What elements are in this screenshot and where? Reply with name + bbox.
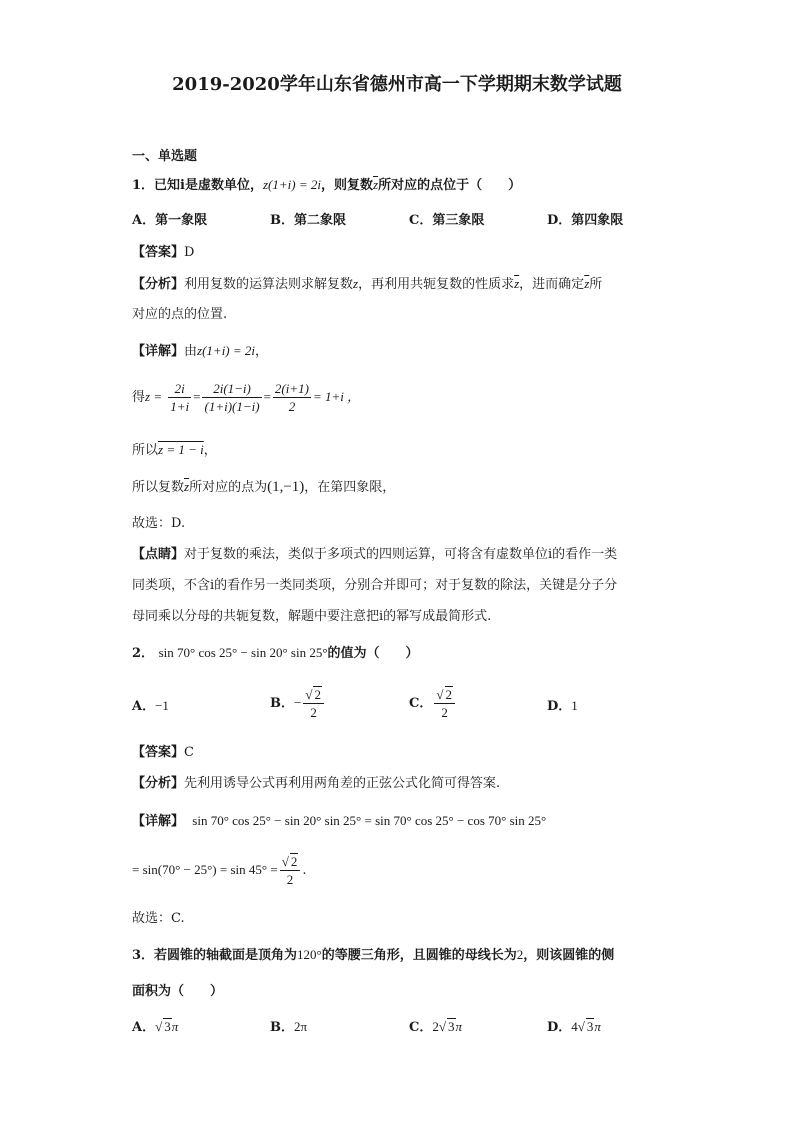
answer-value: C: [184, 745, 194, 760]
q1-option-c: C．第三象限: [409, 213, 485, 228]
fraction-denominator: 2: [310, 705, 317, 720]
math-zbar: $\overline{z}$: [514, 276, 520, 291]
math-length: 2: [516, 947, 524, 962]
text: ，: [203, 443, 217, 458]
analysis-text: 利用复数的运算法则求解复数: [184, 277, 354, 292]
fraction-3: [273, 380, 311, 415]
math-expression: sin 70° cos 25° − sin 20° sin 25°: [158, 645, 328, 660]
q1-analysis-line2: 对应的点的位置.: [132, 307, 228, 322]
fraction-numerator: 2i: [168, 380, 191, 398]
option-label: A．: [132, 1020, 156, 1035]
text: 所以复数: [132, 480, 185, 495]
sqrt-radicand: 2: [445, 687, 452, 702]
option-label: C．: [409, 696, 433, 711]
fraction-numerator: 2i(1−i): [202, 380, 261, 398]
q1-stem-a: 1．已知i是虚数单位，: [132, 178, 263, 193]
math-angle: 120°: [297, 947, 322, 962]
detail-text: ，: [255, 344, 269, 359]
q1-so2: [132, 478, 395, 497]
q1-so1: [132, 441, 217, 460]
option-fraction: $\frac{√ 2}{2}$: [303, 686, 324, 721]
q1-derivation: 得z = $\frac{2i}{1+i}$ = $\frac{2i(1-i)}{(1+i)(1-i)}$ = $\frac{2(i+1)}{2}$ = 1+i ，: [132, 381, 361, 414]
q2-option-a: [132, 697, 169, 716]
fraction-denominator: 2: [441, 705, 448, 720]
q3-option-a: A．√ 3π: [132, 1019, 179, 1035]
q2-detail-line2: [132, 853, 306, 888]
q1-stem-b: ，则复数: [320, 178, 373, 193]
q3-option-d: D．4√ 3π: [547, 1019, 601, 1035]
sqrt-radicand: 2: [290, 854, 298, 869]
coefficient: 4: [571, 1019, 578, 1034]
option-label: D．: [547, 699, 572, 714]
detail-tag: 【详解】: [132, 344, 185, 359]
analysis-text: 先利用诱导公式再利用两角差的正弦公式化简可得答案.: [184, 776, 501, 791]
text: .: [302, 863, 307, 878]
math-point: (1,−1): [267, 479, 305, 495]
analysis-text: ，再利用共轭复数的性质求: [358, 277, 515, 292]
math-pi: π: [171, 1019, 179, 1034]
option-label: A．: [132, 699, 156, 714]
note-text: 对于复数的乘法，类似于多项式的四则运算，可将含有虚数单位i的看作一类: [184, 547, 618, 562]
option-label: B．: [270, 696, 294, 711]
fraction-denominator: 2: [288, 399, 296, 414]
q2-option-d: [547, 697, 578, 716]
q1-note: [132, 546, 617, 564]
q1-note-line3: 母同乘以分母的共轭复数，解题中要注意把i的幂写成最简形式.: [132, 609, 492, 624]
q1-stem-c: 所对应的点位于（ ）: [378, 178, 522, 193]
answer-tag: 【答案】: [132, 745, 185, 760]
math-pi: π: [594, 1019, 601, 1034]
q1-choose: 故选：D.: [132, 516, 186, 531]
math-zbar: $\overline{z}$: [184, 479, 190, 494]
fraction-denominator: 1+i: [170, 399, 190, 414]
q2-analysis: [132, 775, 500, 793]
option-label: D．: [547, 1020, 572, 1035]
q1-answer: [132, 244, 194, 262]
q2-answer: [132, 744, 194, 762]
sqrt-radicand: 3: [586, 1019, 594, 1034]
fraction-2: [202, 380, 261, 415]
page-title: 2019-2020学年山东省德州市高一下学期期末数学试题: [172, 74, 622, 95]
sqrt-radicand: 3: [164, 1019, 171, 1034]
math-zbar: $\overline{z}$: [584, 276, 590, 291]
fraction-numerator: 2(i+1): [274, 381, 309, 396]
text: ，在第四象限，: [304, 480, 396, 495]
option-fraction: $\frac{√ 2}{2}$: [434, 686, 455, 721]
q1-option-b: B．第二象限: [270, 213, 346, 228]
analysis-tag: 【分析】: [132, 277, 185, 292]
math-result: = 1+i ，: [312, 389, 361, 404]
q3-stem: [132, 946, 614, 965]
math-z-eq: z =: [145, 389, 163, 404]
detail-tag: 【详解】: [132, 814, 185, 829]
math-expression: z(1+i) = 2i: [197, 343, 256, 358]
option-value: −1: [155, 698, 169, 713]
fraction-denominator: 2: [286, 872, 294, 887]
sqrt-radicand: 3: [448, 1019, 455, 1034]
q1-stem-math: z(1+i) = 2i: [262, 177, 321, 192]
q2-detail: [132, 812, 546, 831]
note-tag: 【点睛】: [132, 547, 185, 562]
text: 所对应的点为: [189, 480, 268, 495]
q2-stem: [132, 644, 419, 663]
math-expression: = sin(70° − 25°) = sin 45° =: [132, 862, 278, 877]
fraction-1: [168, 380, 191, 415]
q1-note-line2: 同类项，不含i的看作另一类同类项，分别合并即可；对于复数的除法，关键是分子分: [132, 578, 618, 593]
q3-option-c: C．2√ 3π: [409, 1019, 463, 1035]
result-fraction: $\frac{√ 2}{2}$: [280, 853, 301, 888]
answer-tag: 【答案】: [132, 245, 185, 260]
q2-option-b: [270, 686, 326, 721]
stem-text: 的值为（ ）: [327, 646, 419, 661]
analysis-tag: 【分析】: [132, 776, 185, 791]
q3-stem-line2: 面积为（ ）: [132, 984, 224, 999]
math-z: z: [353, 276, 359, 291]
derivation-prefix: 得: [132, 390, 146, 405]
q1-stem-zbar: $\overline{z}$: [373, 177, 379, 192]
option-label: C．: [409, 1020, 433, 1035]
math-pi: π: [455, 1019, 463, 1034]
stem-text: ，则该圆锥的侧: [523, 948, 615, 963]
stem-text: 的等腰三角形，且圆锥的母线长为: [321, 948, 517, 963]
option-value: 1: [571, 698, 578, 713]
text: 所以: [132, 443, 159, 458]
q2-choose: 故选：C.: [132, 911, 185, 926]
q2-option-c: [409, 686, 457, 721]
q1-option-d: D．第四象限: [547, 213, 624, 228]
option-value: 2π: [294, 1019, 308, 1034]
question-number: 2．: [132, 646, 155, 661]
stem-text: 3．若圆锥的轴截面是顶角为: [132, 948, 298, 963]
option-sign: −: [294, 695, 302, 710]
answer-value: D: [184, 245, 195, 260]
q1-stem: [132, 176, 521, 195]
analysis-text: ，进而确定: [519, 277, 585, 292]
detail-text: 由: [184, 344, 198, 359]
q1-option-a: A．第一象限: [132, 213, 208, 228]
fraction-denominator: (1+i)(1−i): [204, 399, 260, 414]
q1-analysis: [132, 275, 602, 294]
q1-detail: [132, 342, 268, 361]
option-label: B．: [270, 1020, 294, 1035]
section-heading: 一、单选题: [132, 149, 198, 164]
q3-option-b: [270, 1018, 307, 1037]
sqrt-radicand: 2: [314, 687, 321, 702]
analysis-text: 所: [589, 277, 603, 292]
math-expression: sin 70° cos 25° − sin 20° sin 25° = sin 70° cos 25° − cos 70° sin 25°: [192, 813, 547, 828]
coefficient: 2: [432, 1019, 439, 1034]
math-expression: z = 1 − i: [158, 442, 204, 457]
